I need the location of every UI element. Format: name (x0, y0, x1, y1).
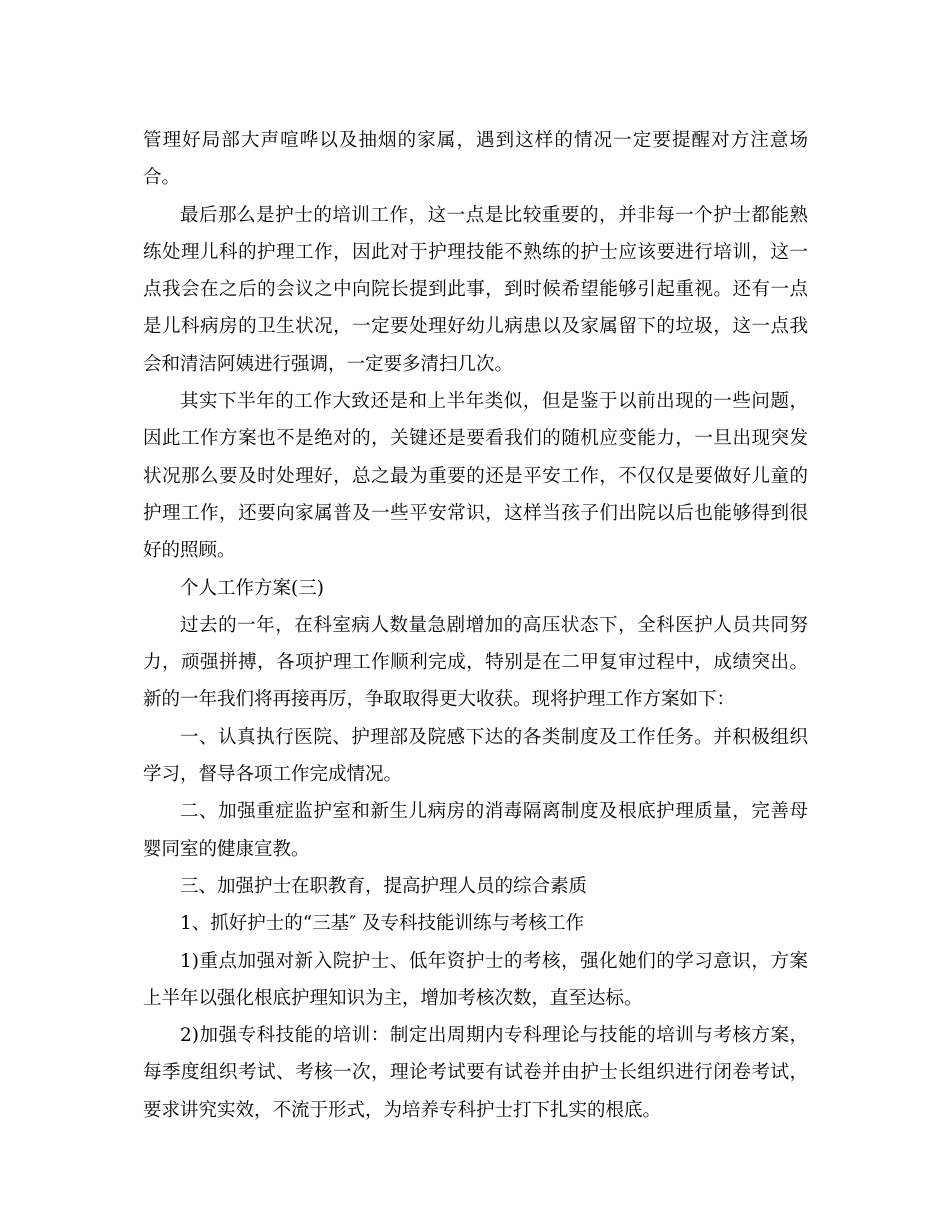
paragraph-continuation: 管理好局部大声喧哗以及抽烟的家属，遇到这样的情况一定要提醒对方注意场合。 (143, 130, 808, 189)
sub-item-one: 1、抓好护士的“三基″ 及专科技能训练与考核工作 (180, 913, 585, 935)
paragraph-second-half-plan: 其实下半年的工作大致还是和上半年类似，但是鉴于以前出现的一些问题，因此工作方案也不是绝对的，关键还是要看我们的随机应变能力，一旦出现突发状况那么要及时处理好，总之最为重要的还是平安工作，不仅仅是要做好儿童的护理工作，还要向家属普及一些平安常识，这样当孩子们出院以后也能够得到很好的照顾。 (143, 391, 808, 562)
paragraph-training: 最后那么是护士的培训工作，这一点是比较重要的，并非每一个护士都能熟练处理儿科的护理工作，因此对于护理技能不熟练的护士应该要进行培训，这一点我会在之后的会议之中向院长提到此事，到时候希望能够引起重视。还有一点是儿科病房的卫生状况，一定要处理好幼儿病患以及家属留下的垃圾，这一点我会和清洁阿姨进行强调，一定要多清扫几次。 (143, 204, 808, 375)
list-item-one: 一、认真执行医院、护理部及院感下达的各类制度及工作任务。并积极组织学习，督导各项工作完成情况。 (143, 726, 808, 786)
sub-point-two: 2)加强专科技能的培训：制定出周期内专科理论与技能的培训与考核方案，每季度组织考试、考核一次，理论考试要有试卷并由护士长组织进行闭卷考试，要求讲究实效，不流于形式，为培养专科护士打下扎实的根底。 (143, 1025, 808, 1121)
paragraph-past-year: 过去的一年，在科室病人数量急剧增加的高压状态下，全科医护人员共同努力，顽强拼搏，各项护理工作顺利完成，特别是在二甲复审过程中，成绩突出。新的一年我们将再接再厉，争取取得更大收获。现将护理工作方案如下： (143, 614, 808, 711)
section-heading-plan-three: 个人工作方案(三) (180, 577, 324, 599)
list-item-two: 二、加强重症监护室和新生儿病房的消毒隔离制度及根底护理质量，完善母婴同室的健康宣教。 (143, 801, 808, 860)
document-page (143, 122, 808, 1129)
list-item-three: 三、加强护士在职教育，提高护理人员的综合素质 (180, 875, 588, 897)
sub-point-one: 1)重点加强对新入院护士、低年资护士的考核，强化她们的学习意识，方案上半年以强化根底护理知识为主，增加考核次数，直至达标。 (143, 950, 808, 1009)
